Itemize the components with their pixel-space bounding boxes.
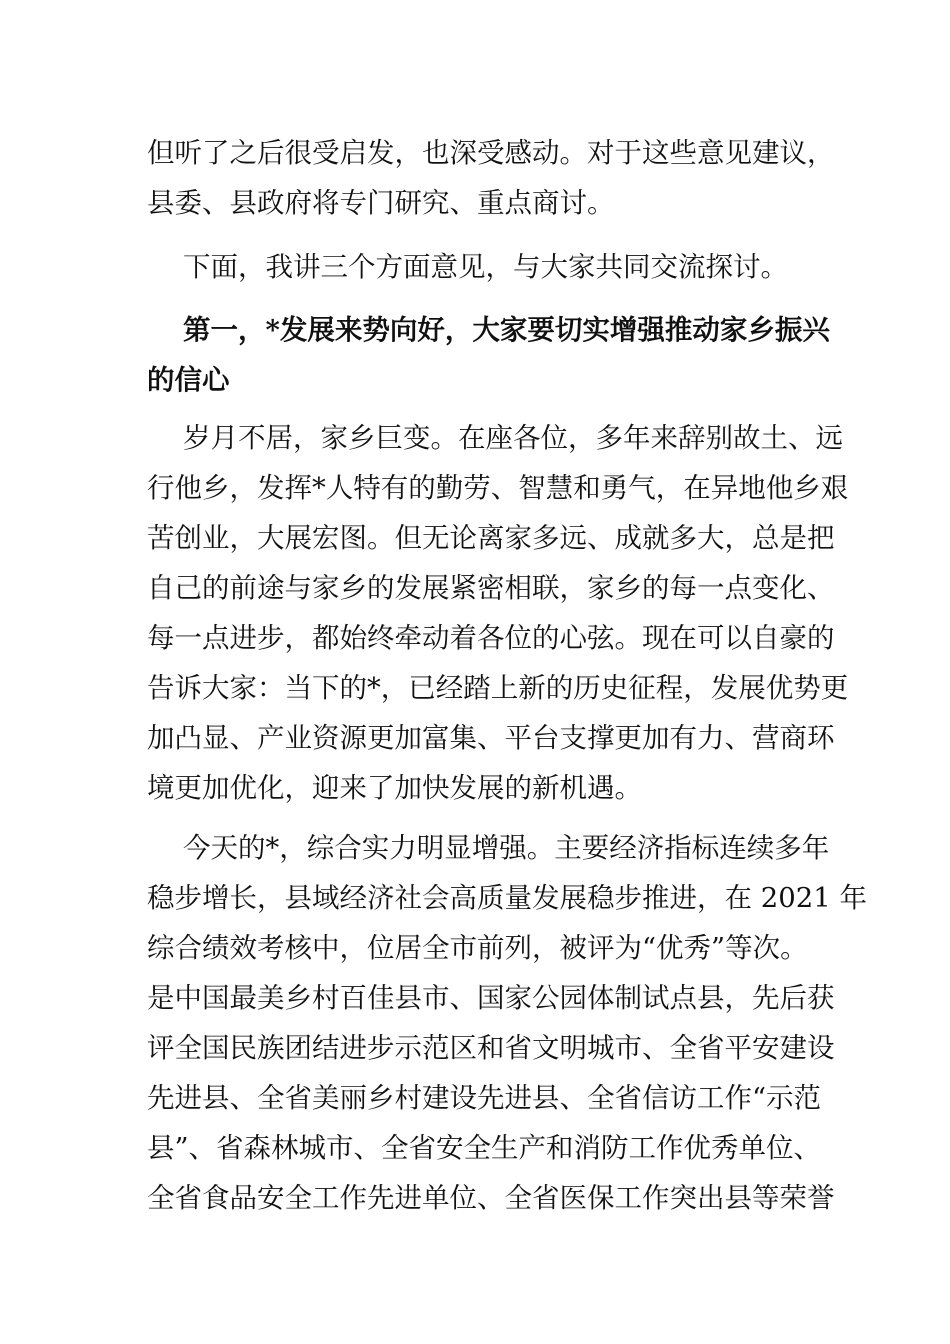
paragraph-line: 苦创业，大展宏图。但无论离家多远、成就多大，总是把 bbox=[147, 522, 835, 554]
paragraph-line: 下面，我讲三个方面意见，与大家共同交流探讨。 bbox=[183, 251, 788, 283]
paragraph-line: 先进县、全省美丽乡村建设先进县、全省信访工作“示范 bbox=[147, 1082, 822, 1114]
paragraph-line: 全省食品安全工作先进单位、全省医保工作突出县等荣誉 bbox=[147, 1182, 835, 1214]
paragraph-line: 行他乡，发挥*人特有的勤劳、智慧和勇气，在异地他乡艰 bbox=[147, 472, 849, 504]
paragraph-line: 每一点进步，都始终牵动着各位的心弦。现在可以自豪的 bbox=[147, 622, 835, 654]
paragraph-line: 今天的*，综合实力明显增强。主要经济指标连续多年 bbox=[183, 832, 830, 864]
paragraph-line: 境更加优化，迎来了加快发展的新机遇。 bbox=[147, 772, 642, 804]
section-heading: 的信心 bbox=[147, 364, 230, 396]
section-heading: 第一，*发展来势向好，大家要切实增强推动家乡振兴 bbox=[183, 314, 830, 346]
paragraph-line: 但听了之后很受启发，也深受感动。对于这些意见建议， bbox=[147, 137, 835, 169]
paragraph-line: 告诉大家：当下的*，已经踏上新的历史征程，发展优势更 bbox=[147, 672, 849, 704]
paragraph-line: 岁月不居，家乡巨变。在座各位，多年来辞别故土、远 bbox=[183, 422, 843, 454]
paragraph-line: 加凸显、产业资源更加富集、平台支撑更加有力、营商环 bbox=[147, 722, 835, 754]
paragraph-line: 综合绩效考核中，位居全市前列，被评为“优秀”等次。 bbox=[147, 932, 808, 964]
paragraph-line: 县”、省森林城市、全省安全生产和消防工作优秀单位、 bbox=[147, 1132, 822, 1164]
paragraph-line: 自己的前途与家乡的发展紧密相联，家乡的每一点变化、 bbox=[147, 572, 835, 604]
paragraph-line: 是中国最美乡村百佳县市、国家公园体制试点县，先后获 bbox=[147, 982, 835, 1014]
paragraph-line: 评全国民族团结进步示范区和省文明城市、全省平安建设 bbox=[147, 1032, 835, 1064]
paragraph-line: 稳步增长，县域经济社会高质量发展稳步推进，在 2021 年 bbox=[147, 882, 867, 914]
paragraph-line: 县委、县政府将专门研究、重点商讨。 bbox=[147, 187, 615, 219]
